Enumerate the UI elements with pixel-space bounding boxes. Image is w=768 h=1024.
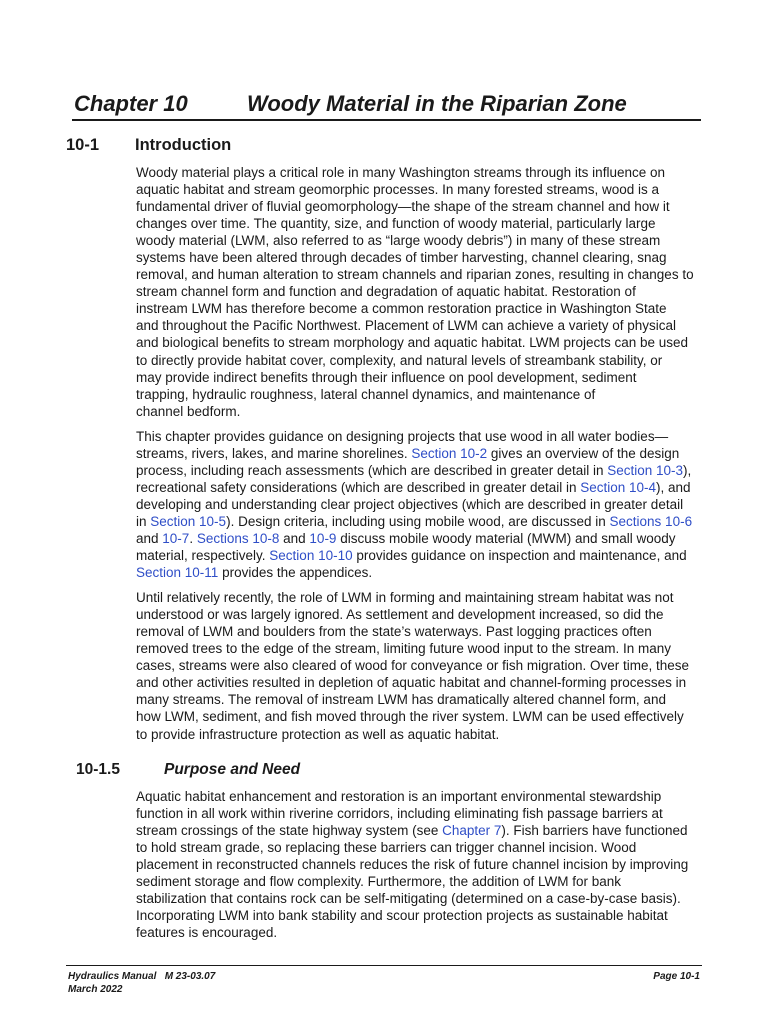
subsection-number: 10-1.5 — [76, 761, 120, 778]
text-line: how LWM, sediment, and fish moved through the river system. LWM can be used effectively — [136, 709, 684, 725]
text-run: process, including reach assessments (which are described in greater detail in — [136, 462, 608, 478]
link-section-10-5[interactable]: Section 10-5 — [150, 513, 227, 529]
section-title: Introduction — [135, 136, 232, 154]
text-line: systems have been altered through decades of timber harvesting, channel clearing, snag — [136, 250, 667, 266]
text-line: channel bedform. — [136, 403, 241, 419]
text-line — [136, 445, 702, 462]
link-section-10-11[interactable]: Section 10-11 — [136, 565, 219, 581]
text-line: instream LWM has therefore become a common restoration practice in Washington State — [136, 301, 667, 317]
text-run: and — [279, 530, 310, 546]
text-line — [136, 513, 702, 530]
subsection-body — [136, 788, 702, 949]
text-line: cases, streams were also cleared of wood for conveyance or fish migration. Over time, these — [136, 658, 689, 674]
text-run: material, respectively. — [136, 548, 270, 564]
text-run: stream crossings of the state highway system (see — [136, 823, 443, 839]
text-line: developing and understanding clear project objectives (which are described in greater detail — [136, 496, 684, 512]
chapter-title — [74, 89, 627, 119]
link-section-10-4[interactable]: Section 10-4 — [580, 479, 657, 495]
text-run: gives an overview of the design — [487, 445, 680, 461]
link-section-10-3[interactable]: Section 10-3 — [607, 462, 684, 478]
text-line: and other activities resulted in depletion of aquatic habitat and channel-forming processes in — [136, 675, 687, 691]
text-line: Woody material plays a critical role in many Washington streams through its influence on — [136, 165, 665, 180]
footer-page-number: Page 10-1 — [653, 971, 700, 982]
link-section-10-10[interactable]: Section 10-10 — [269, 548, 353, 564]
text-line: This chapter provides guidance on designing projects that use wood in all water bodies— — [136, 428, 669, 444]
text-line: fundamental driver of fluvial geomorphology—the shape of the stream channel and how it — [136, 199, 670, 215]
text-run: discuss mobile woody material (MWM) and small woody — [336, 530, 676, 546]
text-line: sediment storage and flow complexity. Furthermore, the addition of LWM for bank — [136, 874, 621, 890]
text-line — [136, 564, 702, 581]
text-run: ). Design criteria, including using mobile wood, are discussed in — [226, 513, 610, 529]
text-run: in — [136, 513, 151, 529]
subsection-heading — [76, 761, 300, 779]
link-chapter-7[interactable]: Chapter 7 — [442, 823, 502, 839]
text-run: provides the appendices. — [218, 565, 373, 581]
section-number: 10-1 — [66, 136, 100, 154]
text-line: features is encouraged. — [136, 925, 278, 941]
text-line: placement in reconstructed channels reduces the risk of future channel incision by improving — [136, 857, 689, 873]
link-sections-10-6[interactable]: Sections 10-6 — [609, 513, 693, 529]
section-body — [136, 164, 702, 751]
text-line: stream channel form and function and degradation of aquatic habitat. Restoration of — [136, 284, 636, 300]
text-line: removal of LWM and boulders from the state’s waterways. Past logging practices often — [136, 624, 652, 640]
link-sections-10-8[interactable]: Sections 10-8 — [196, 530, 280, 546]
paragraph-history — [136, 589, 702, 742]
text-line: Incorporating LWM into bank stability and scour protection projects as sustainable habitat — [136, 908, 668, 924]
text-line: function in all work within riverine corridors, including eliminating fish passage barriers at — [136, 806, 663, 822]
text-run: ), — [683, 462, 692, 478]
text-line — [136, 530, 702, 547]
text-line: and throughout the Pacific Northwest. Placement of LWM can achieve a variety of physical — [136, 318, 677, 334]
text-line: stabilization that contains rock can be self-mitigating (determined on a case-by-case basis). — [136, 891, 681, 907]
chapter-rule — [72, 119, 701, 121]
text-line: may provide indirect benefits through their influence on pool development, sediment — [136, 369, 637, 385]
text-run: provides guidance on inspection and maintenance, and — [352, 548, 687, 564]
text-line: understood or was largely ignored. As settlement and development increased, so did the — [136, 607, 664, 623]
footer-rule — [66, 965, 702, 966]
text-line: removal, and human alteration to stream channels and riparian zones, resulting in changes to — [136, 267, 694, 283]
text-run: ). Fish barriers have functioned — [501, 823, 688, 839]
text-line — [136, 479, 702, 496]
text-line — [136, 462, 702, 479]
text-line: Until relatively recently, the role of LWM in forming and maintaining stream habitat was not — [136, 590, 674, 606]
text-line: many streams. The removal of instream LWM has dramatically altered channel form, and — [136, 692, 666, 708]
footer-date: March 2022 — [68, 984, 123, 995]
text-line — [136, 822, 702, 839]
text-line: woody material (LWM, also referred to as “large woody debris”) in many of these stream — [136, 233, 661, 249]
text-line — [136, 547, 702, 564]
link-section-10-2[interactable]: Section 10-2 — [411, 445, 488, 461]
footer-left — [68, 970, 215, 996]
text-line: to hold stream grade, so replacing these barriers can trigger channel incision. Wood — [136, 840, 637, 856]
text-line: and biological benefits to stream morphology and aquatic habitat. LWM projects can be used — [136, 335, 689, 351]
link-section-10-7[interactable]: 10-7 — [162, 530, 190, 546]
text-line: trapping, hydraulic roughness, lateral channel dynamics, and maintenance of — [136, 386, 596, 402]
paragraph-purpose — [136, 788, 702, 941]
chapter-name: Woody Material in the Riparian Zone — [247, 91, 627, 116]
link-section-10-9[interactable]: 10-9 — [309, 530, 337, 546]
subsection-title: Purpose and Need — [164, 761, 301, 778]
text-line: changes over time. The quantity, size, and function of woody material, particularly large — [136, 216, 656, 232]
text-run: recreational safety considerations (which are described in greater detail in — [136, 479, 581, 495]
text-line: removed trees to the edge of the stream, limiting future wood input to the stream. In many — [136, 641, 672, 657]
text-run: . — [189, 530, 197, 546]
text-run: ), and — [656, 479, 691, 495]
paragraph-guidance — [136, 428, 702, 581]
text-line: Aquatic habitat enhancement and restoration is an important environmental stewardship — [136, 789, 662, 804]
text-run: streams, rivers, lakes, and marine shorelines. — [136, 445, 412, 461]
chapter-label: Chapter 10 — [74, 91, 188, 116]
paragraph-intro — [136, 164, 702, 420]
text-line: to directly provide habitat cover, complexity, and natural levels of streambank stability, or — [136, 352, 663, 368]
footer-manual: Hydraulics Manual M 23-03.07 — [68, 971, 216, 982]
text-run: and — [136, 530, 163, 546]
text-line: aquatic habitat and stream geomorphic processes. In many forested streams, wood is a — [136, 182, 660, 198]
text-line: to provide infrastructure protection as well as aquatic habitat. — [136, 726, 500, 742]
section-heading — [66, 136, 231, 155]
